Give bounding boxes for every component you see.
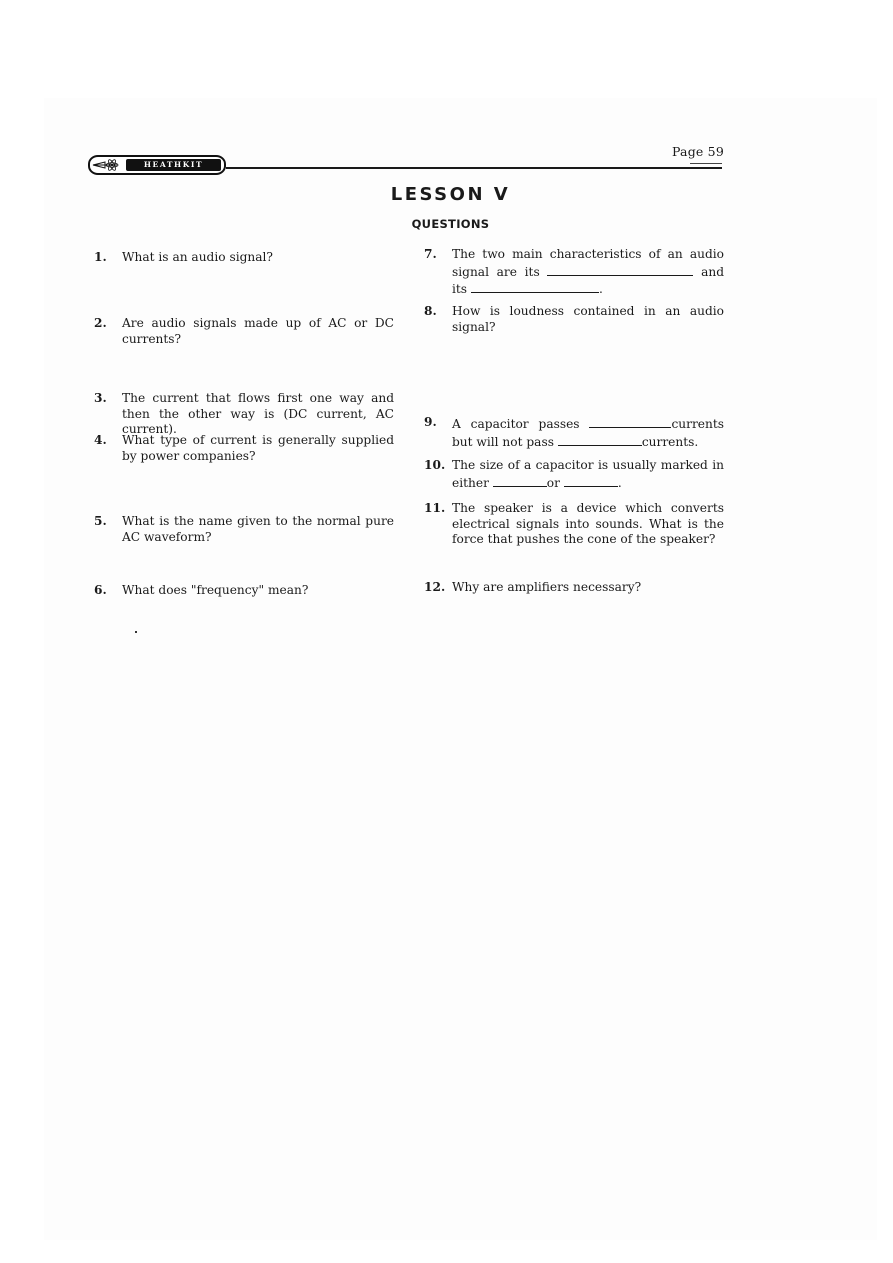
answer-blank[interactable]: [471, 280, 599, 293]
answer-blank[interactable]: [547, 263, 693, 276]
question-number: 10.: [424, 458, 446, 472]
question-number: 4.: [94, 433, 107, 447]
page-number: Page 59: [672, 144, 724, 159]
question-text: The size of a capacitor is usually marked in either or .: [452, 458, 724, 490]
question-text: What type of current is generally supplied by power companies?: [122, 433, 394, 463]
lesson-title: LESSON V: [390, 184, 511, 205]
question-number: 7.: [424, 247, 437, 261]
header-rule-accent: [690, 163, 722, 164]
question-text: What is an audio signal?: [122, 250, 273, 264]
logo-wordmark: HEATHKIT: [126, 159, 221, 171]
question-number: 3.: [94, 391, 107, 405]
question-number: 5.: [94, 514, 107, 528]
atom-emblem-icon: [90, 157, 126, 173]
question-text: Are audio signals made up of AC or DC currents?: [122, 316, 394, 346]
question-text: The current that flows first one way and then the other way is (DC current, AC current).: [122, 391, 394, 436]
answer-blank[interactable]: [564, 474, 618, 487]
answer-blank[interactable]: [493, 474, 547, 487]
question-text: How is loudness contained in an audio signal?: [452, 304, 724, 334]
question-text: A capacitor passes currents but will not pass currents.: [452, 417, 724, 449]
question-text: What is the name given to the normal pure AC waveform?: [122, 514, 394, 544]
question-number: 11.: [424, 501, 446, 515]
question-text: What does "frequency" mean?: [122, 583, 309, 597]
answer-blank[interactable]: [558, 433, 642, 446]
question-number: 6.: [94, 583, 107, 597]
question-text: The two main characteristics of an audio signal are its and its .: [452, 247, 724, 296]
question-number: 2.: [94, 316, 107, 330]
question-number: 9.: [424, 415, 437, 429]
answer-blank[interactable]: [589, 415, 671, 428]
section-title: QUESTIONS: [411, 217, 490, 231]
question-number: 12.: [424, 580, 446, 594]
header-rule: [226, 167, 722, 169]
question-text: Why are amplifiers necessary?: [452, 580, 642, 594]
question-text: The speaker is a device which converts electrical signals into sounds. What is the force that pushes the cone of the speaker?: [452, 501, 724, 546]
question-number: 8.: [424, 304, 437, 318]
question-number: 1.: [94, 250, 107, 264]
scan-speck: [135, 631, 137, 633]
heathkit-logo: [88, 155, 226, 175]
